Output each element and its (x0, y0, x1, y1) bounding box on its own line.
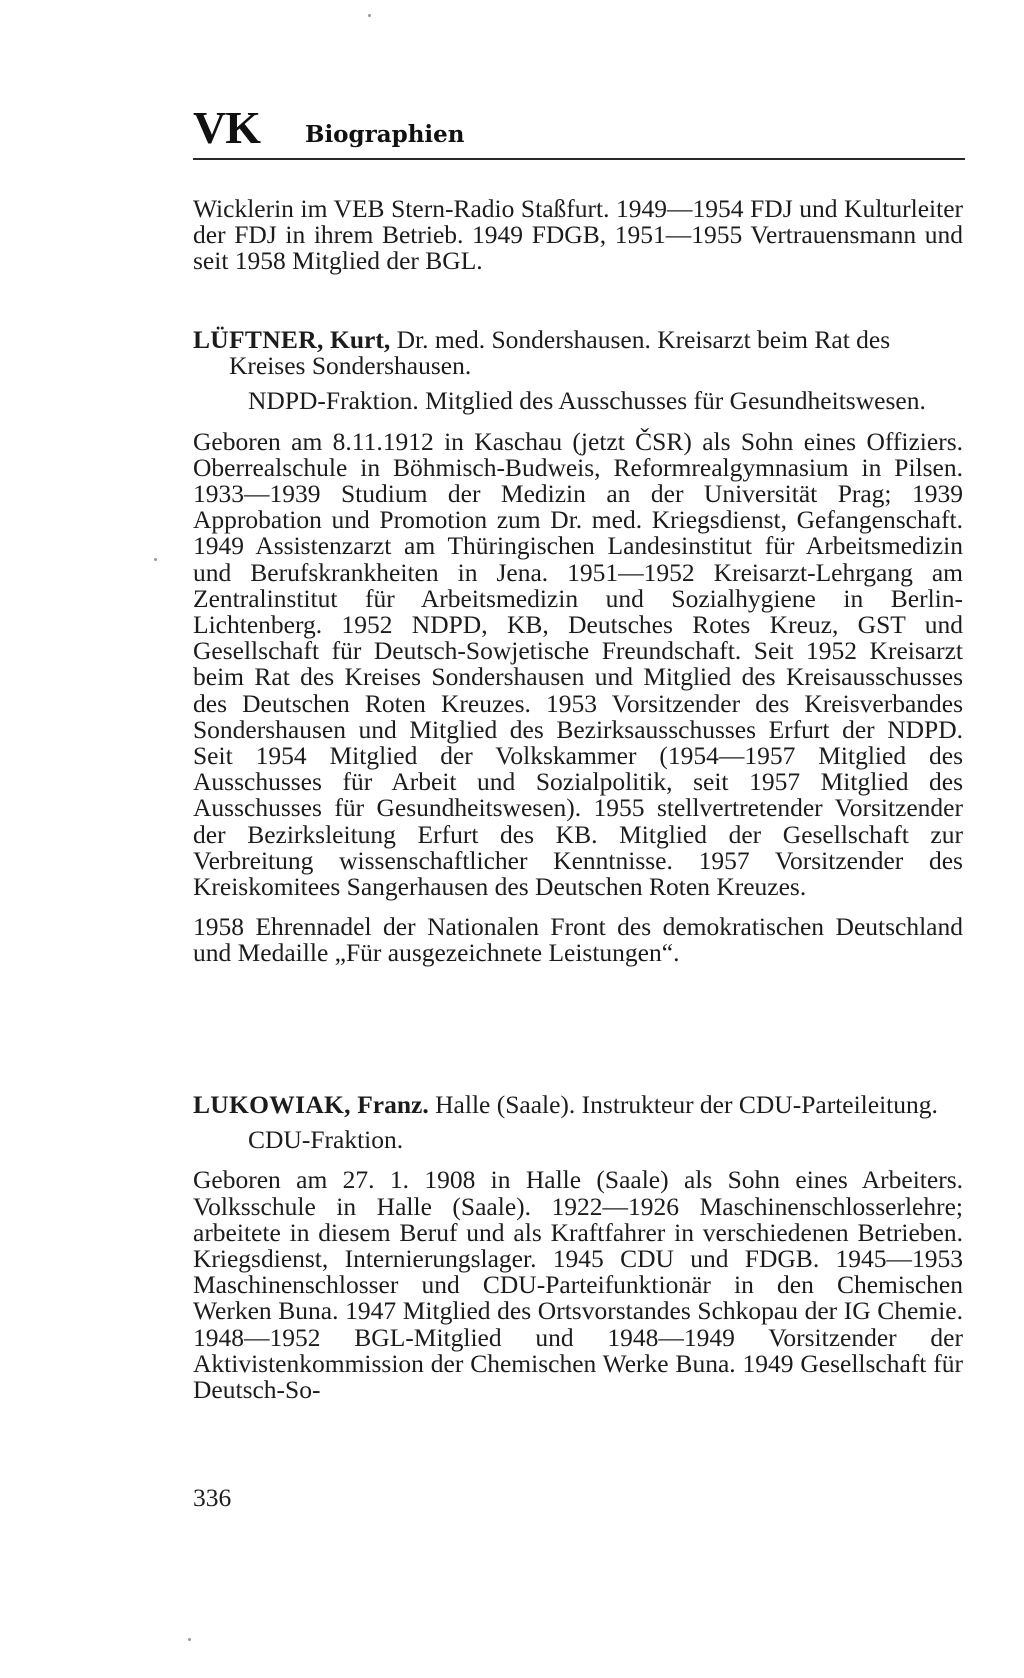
entry-awards: 1958 Ehrennadel der Nationalen Front des demokratischen Deutschland und Medaille „Für ausgezeichnete Leistungen“. (193, 912, 963, 968)
vk-mark: VK (193, 102, 260, 153)
entry-heading-text: Halle (Saale). Instrukteur der CDU-Parteileitung. (435, 1090, 938, 1119)
entry-lukowiak (193, 1092, 963, 1403)
entry-firstname: Franz. (357, 1090, 429, 1119)
entry-heading (193, 327, 963, 379)
entry-lueftner (193, 327, 963, 967)
entry-biography: Geboren am 27. 1. 1908 in Halle (Saale) als Sohn eines Arbeiters. Volksschule in Halle (Saale). 1922—1926 Maschinenschlosserlehre; arbeitete in diesem Beruf und als Kraftfahrer in verschiedenen Betrieben. Kriegsdienst, Internierungslager. 1945 CDU und FDGB. 1945—1953 Maschinenschlosser und CDU-Parteifunktionär in den Chemischen Werken Buna. 1947 Mitglied des Ortsvorstandes Schkopau der IG Chemie. 1948—1952 BGL-Mitglied und 1948—1949 Vorsitzender der Aktivistenkommission der Chemischen Werke Buna. 1949 Gesellschaft für Deutsch-So- (193, 1165, 963, 1405)
entry-firstname: Kurt, (330, 325, 391, 354)
continuation-paragraph: Wicklerin im VEB Stern-Radio Staßfurt. 1949—1954 FDJ und Kulturleiter der FDJ in ihrem Betrieb. 1949 FDGB, 1951—1955 Vertrauensmann und seit 1958 Mitglied der BGL. (193, 194, 963, 276)
entry-biography: Geboren am 8.11.1912 in Kaschau (jetzt ČSR) als Sohn eines Offiziers. Oberrealschule in Böhmisch-Budweis, Reformrealgymnasium in Pilsen. 1933—1939 Studium der Medizin an der Universität Prag; 1939 Approbation und Promotion zum Dr. med. Kriegsdienst, Gefangenschaft. 1949 Assistenzarzt am Thüringischen Landesinstitut für Arbeitsmedizin und Berufskrankheiten in Jena. 1951—1952 Kreisarzt-Lehrgang am Zentralinstitut für Arbeitsmedizin und Sozialhygiene in Berlin-Lichtenberg. 1952 NDPD, KB, Deutsches Rotes Kreuz, GST und Gesellschaft für Deutsch-Sowjetische Freundschaft. Seit 1952 Kreisarzt beim Rat des Kreises Sondershausen und Mitglied des Kreisausschusses des Deutschen Roten Kreuzes. 1953 Vorsitzender des Kreisverbandes Sondershausen und Mitglied des Bezirksausschusses Erfurt der NDPD. Seit 1954 Mitglied der Volkskammer (1954—1957 Mitglied des Ausschusses für Arbeit und Sozialpolitik, seit 1957 Mitglied des Ausschusses für Gesundheitswesen). 1955 stellvertretender Vorsitzender der Bezirksleitung Erfurt des KB. Mitglied der Gesellschaft zur Verbreitung wissenschaftlicher Kenntnisse. 1957 Vorsitzender des Kreiskomitees Sangerhausen des Deutschen Roten Kreuzes. (193, 426, 963, 902)
page-title: Biographien (305, 121, 465, 148)
continuation-block (193, 196, 963, 275)
entry-fraction: NDPD-Fraktion. Mitglied des Ausschusses für Gesundheitswesen. (248, 386, 926, 416)
page-header (193, 104, 965, 160)
entry-heading-text: Dr. med. Sondershausen. Kreisarzt beim Rat des Kreises Sondershausen. (229, 325, 891, 381)
entry-heading (193, 1092, 963, 1118)
entry-surname: LÜFTNER, (193, 325, 324, 354)
page-number: 336 (193, 1483, 232, 1512)
scan-speck (368, 14, 371, 17)
entry-fraction: CDU-Fraktion. (248, 1125, 404, 1155)
scan-speck (154, 558, 157, 561)
entry-surname: LUKOWIAK, (193, 1090, 351, 1119)
scan-speck (188, 1638, 191, 1641)
